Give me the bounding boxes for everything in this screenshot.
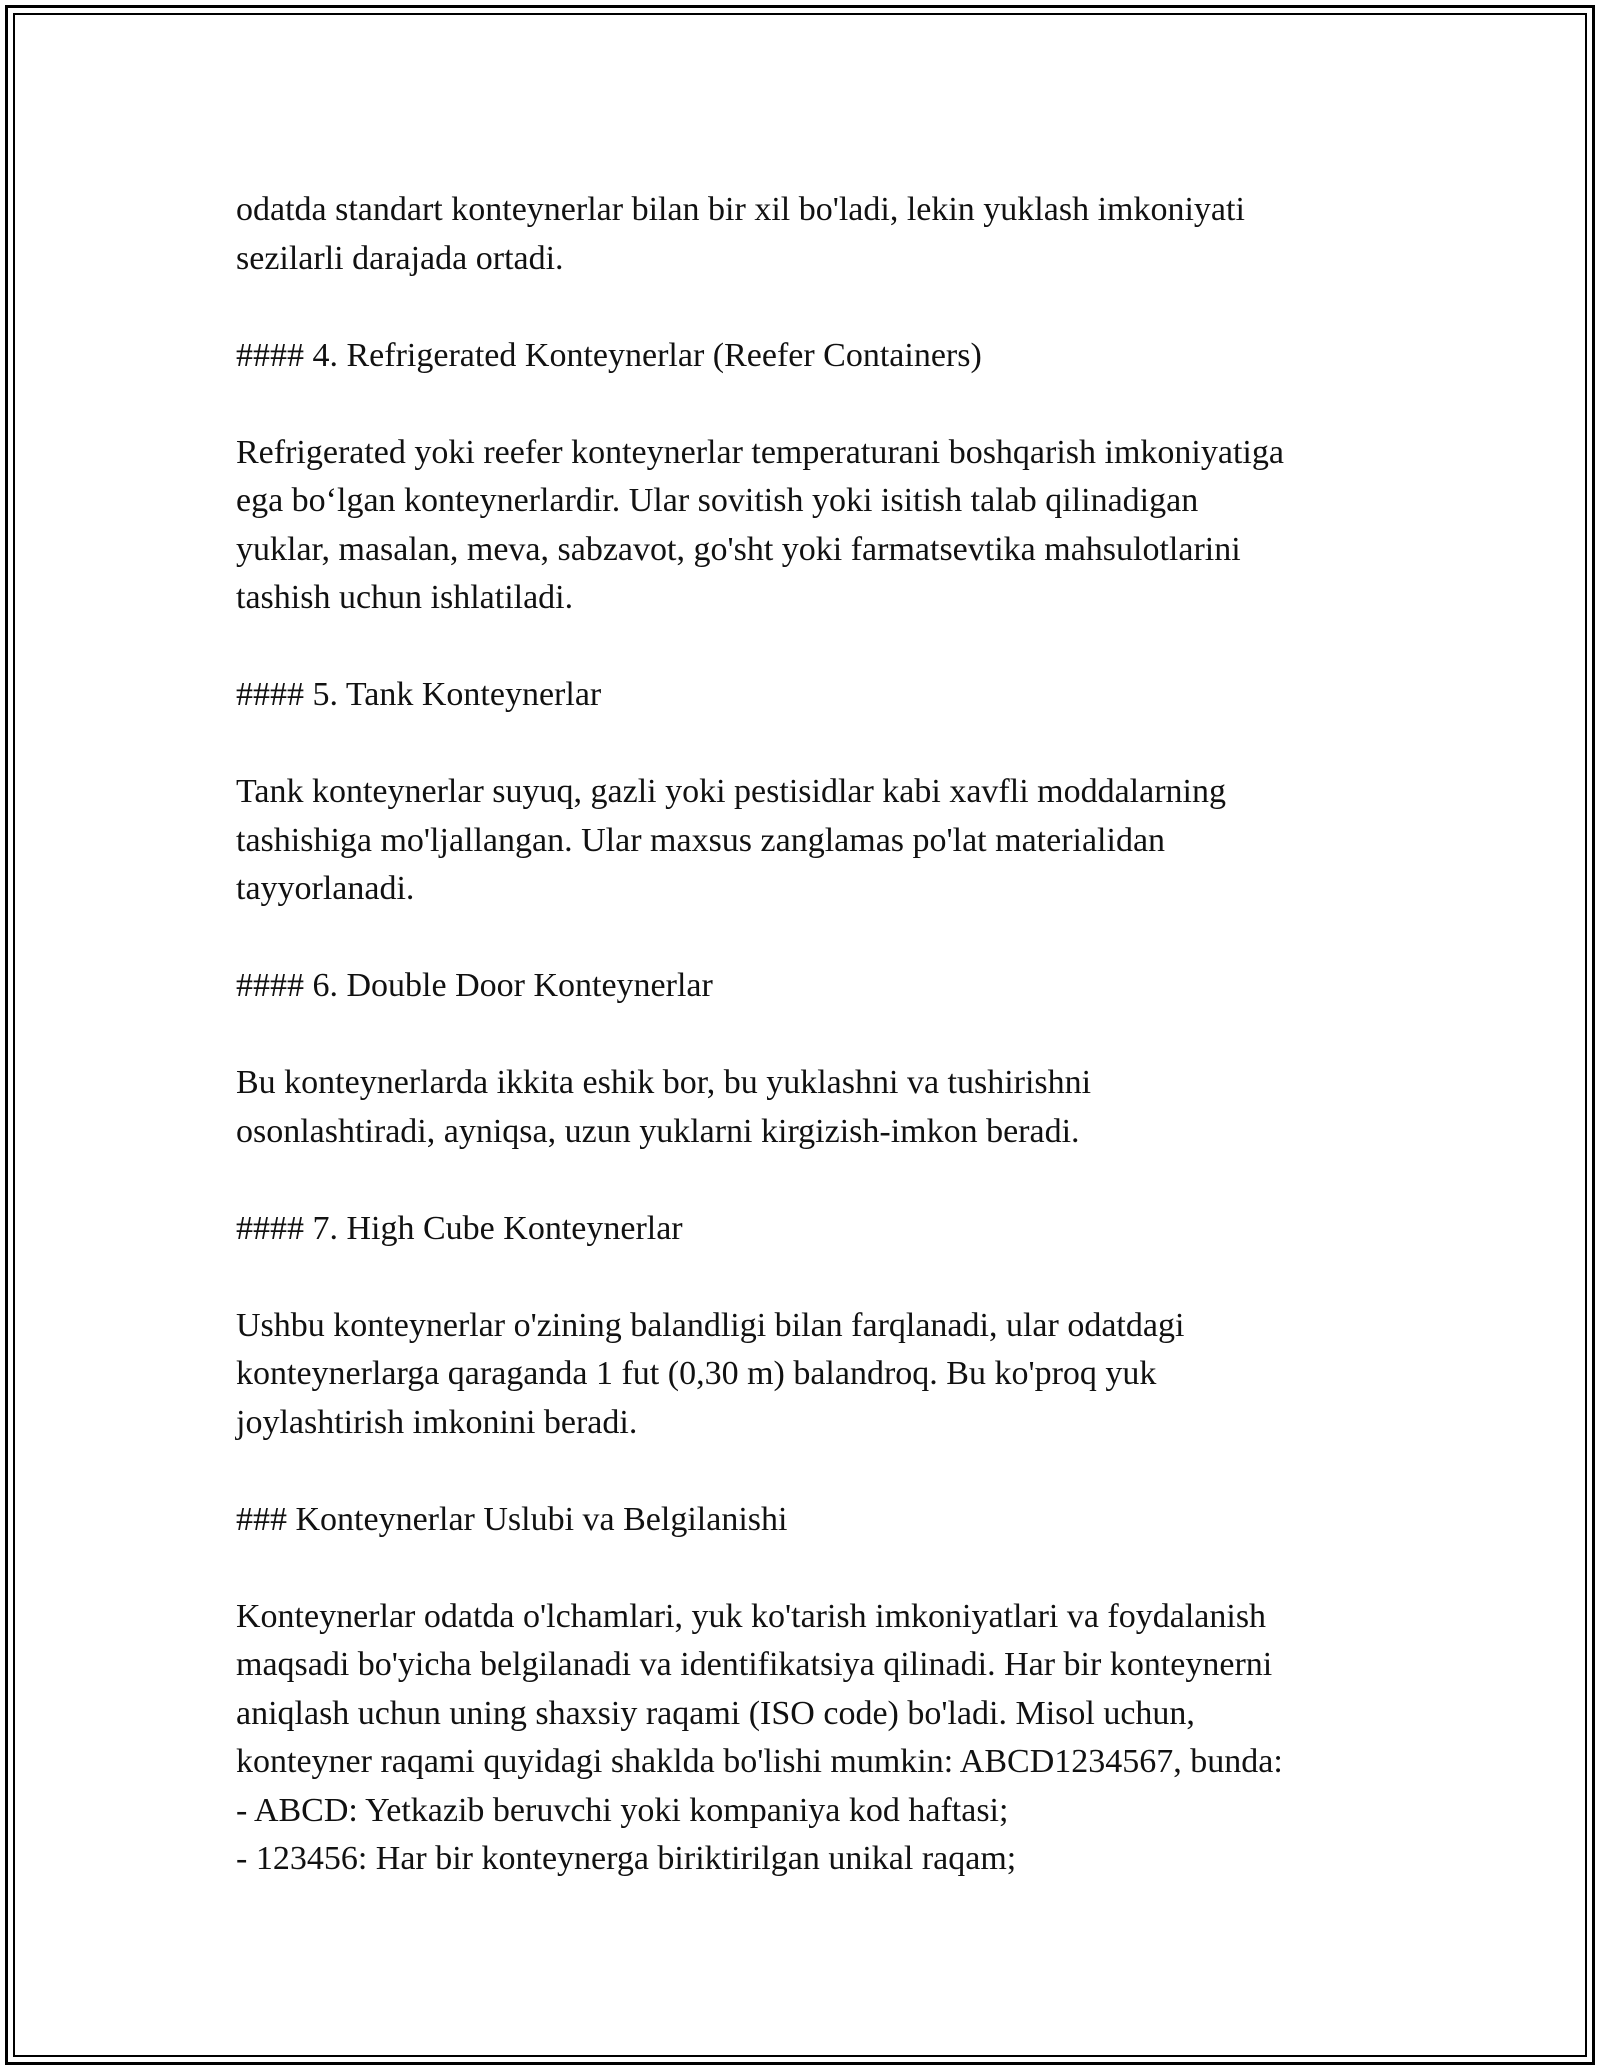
text-line: maqsadi bo'yicha belgilanadi va identifikatsiya qilinadi. Har bir konteynerni <box>236 1646 1273 1683</box>
heading-container-style <box>236 1496 1376 1545</box>
heading-refrigerated <box>236 332 1376 381</box>
heading-high-cube <box>236 1205 1376 1254</box>
text-line: aniqlash uchun uning shaxsiy raqami (ISO code) bo'ladi. Misol uchun, <box>236 1694 1195 1732</box>
list-item: - ABCD: Yetkazib beruvchi yoki kompaniya kod haftasi; <box>236 1791 1009 1829</box>
text-line: Konteynerlar odatda o'lchamlari, yuk ko'tarish imkoniyatlari va foydalanish <box>236 1597 1267 1635</box>
text-line: Bu konteynerlarda ikkita eshik bor, bu yuklashni va tushirishni <box>236 1064 1092 1101</box>
paragraph-high-cube <box>236 1302 1376 1448</box>
paragraph-container-style <box>236 1593 1376 1884</box>
heading-text: #### 6. Double Door Konteynerlar <box>236 967 713 1004</box>
text-line: konteyner raqami quyidagi shaklda bo'lishi mumkin: ABCD1234567, bunda: <box>236 1743 1283 1780</box>
text-line: konteynerlarga qaraganda 1 fut (0,30 m) balandroq. Bu ko'proq yuk <box>236 1355 1157 1392</box>
text-line: ega bo‘lgan konteynerlardir. Ular sovitish yoki isitish talab qilinadigan <box>236 482 1199 519</box>
text-line: Ushbu konteynerlar o'zining balandligi bilan farqlanadi, ular odatdagi <box>236 1306 1185 1344</box>
heading-text: #### 4. Refrigerated Konteynerlar (Reefer Containers) <box>236 336 982 374</box>
text-line: tashishiga mo'ljallangan. Ular maxsus zanglamas po'lat materialidan <box>236 821 1166 859</box>
text-line: odatda standart konteynerlar bilan bir xil bo'ladi, lekin yuklash imkoniyati <box>236 191 1245 228</box>
heading-text: ### Konteynerlar Uslubi va Belgilanishi <box>236 1500 788 1538</box>
heading-double-door <box>236 962 1376 1011</box>
paragraph-refrigerated <box>236 429 1376 623</box>
paragraph-tank <box>236 768 1376 914</box>
text-line: tayyorlanadi. <box>236 870 415 907</box>
heading-tank <box>236 671 1376 720</box>
list-item: - 123456: Har bir konteynerga biriktirilgan unikal raqam; <box>236 1840 1017 1877</box>
text-line: sezilarli darajada ortadi. <box>236 239 564 277</box>
heading-text: #### 7. High Cube Konteynerlar <box>236 1209 683 1247</box>
text-line: Tank konteynerlar suyuq, gazli yoki pestisidlar kabi xavfli moddalarning <box>236 773 1226 810</box>
paragraph-double-door <box>236 1059 1376 1156</box>
text-line: tashish uchun ishlatiladi. <box>236 579 574 616</box>
heading-text: #### 5. Tank Konteynerlar <box>236 676 602 713</box>
text-line: osonlashtiradi, ayniqsa, uzun yuklarni kirgizish-imkon beradi. <box>236 1112 1080 1150</box>
text-line: yuklar, masalan, meva, sabzavot, go'sht yoki farmatsevtika mahsulotlarini <box>236 530 1241 568</box>
text-line: Refrigerated yoki reefer konteynerlar temperaturani boshqarish imkoniyatiga <box>236 433 1284 471</box>
document-body <box>236 186 1376 1884</box>
text-line: joylashtirish imkonini beradi. <box>236 1403 638 1441</box>
paragraph-continuation <box>236 186 1376 283</box>
